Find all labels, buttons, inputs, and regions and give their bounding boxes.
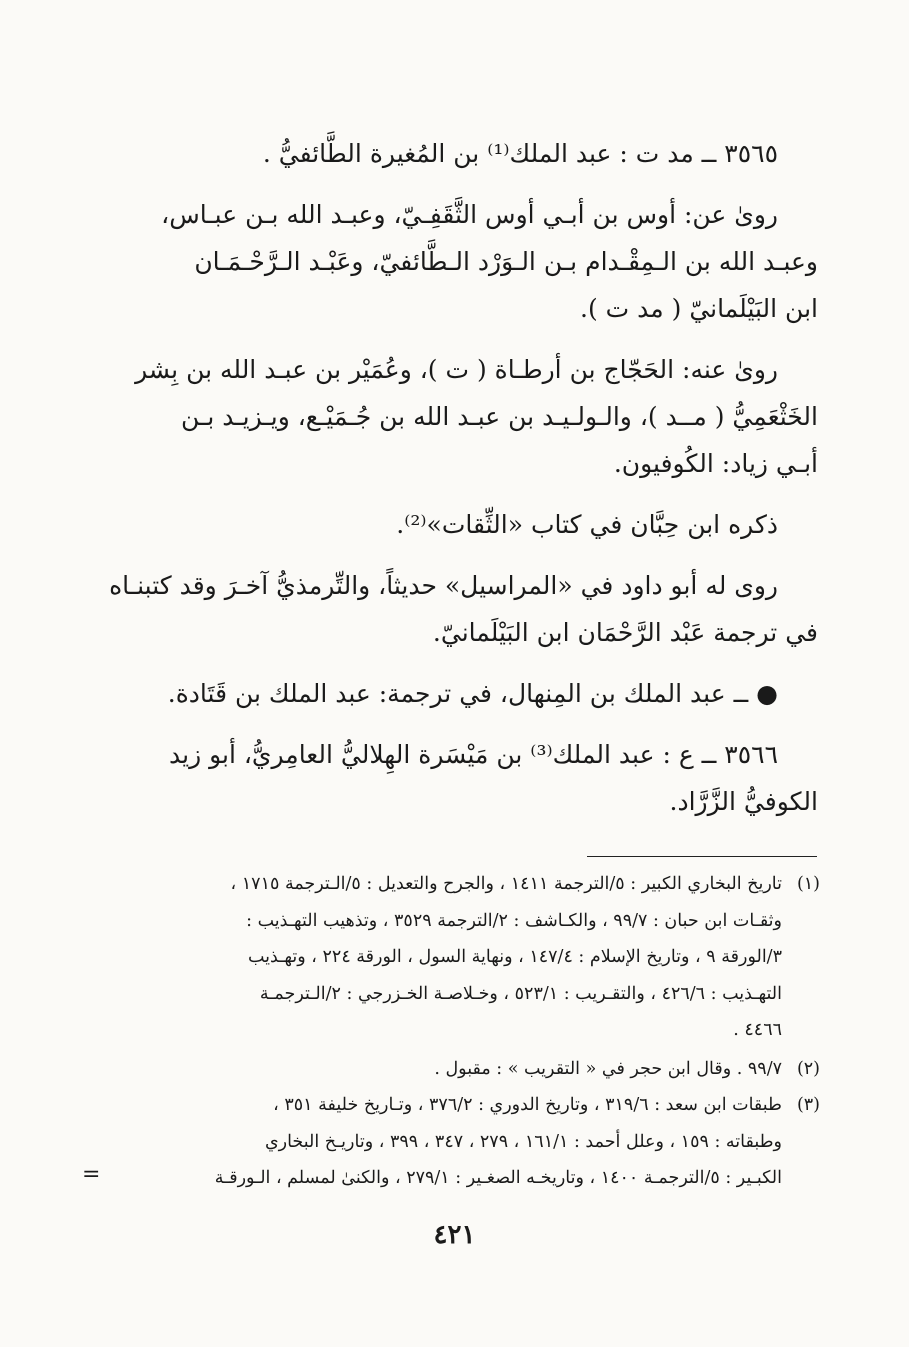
narrated-by-paragraph	[108, 346, 818, 487]
footnote-line: وطبقاته : ١٥٩ ، وعلل أحمد : ١٦١/١ ، ٢٧٩ ، ٣٤٧ ، ٣٩٩ ، وتاريـخ البخاري	[264, 1131, 782, 1152]
continuation-mark: =	[82, 1162, 101, 1187]
text-line: أبـي زياد: الكُوفيون.	[613, 449, 818, 478]
text-line: ابن البَيْلَمانيّ ( مد ت ).	[580, 294, 818, 323]
text-line: روىٰ عنه: الحَجّاج بن أرطـاة ( ت )، وعُمَيْر بن عبـد الله بن بِشر	[135, 355, 778, 384]
footnote-line: ٩٩/٧ . وقال ابن حجر في « التقريب » : مقبول .	[434, 1058, 782, 1079]
cross-reference-line: ● ــ عبد الملك بن المِنهال، في ترجمة: عبد الملك بن قَتَادة.	[167, 679, 778, 708]
footnote-line: التهـذيب : ٤٢٦/٦ ، والتقـريب : ٥٢٣/١ ، وخـلاصـة الخـزرجي : ٢/الـترجمـة	[259, 983, 782, 1004]
footnotes	[108, 866, 820, 1197]
footnote-line: وثقـات ابن حبان : ٩٩/٧ ، والكـاشف : ٢/الترجمة ٣٥٢٩ ، وتذهيب التهـذيب :	[246, 910, 782, 931]
main-text	[108, 130, 818, 825]
footnote-divider	[587, 856, 817, 857]
footnote-number: (٢)	[796, 1058, 820, 1079]
footnote-2	[108, 1051, 820, 1088]
thiqat-line: ذكره ابن حِبَّان في كتاب «الثِّقات»⁽²⁾.	[396, 510, 778, 539]
text-line: روىٰ عن: أوس بن أبـي أوس الثَّقَفِـيّ، وعبـد الله بـن عبـاس،	[161, 200, 778, 229]
page-number: ٤٢١	[433, 1220, 476, 1250]
entry-heading-3566	[108, 731, 818, 825]
footnote-line: الكبـير : ٥/الترجمـة ١٤٠٠ ، وتاريخـه الصغـير : ٢٧٩/١ ، والكنىٰ لمسلم ، الـورقـة	[214, 1168, 782, 1188]
footnote-1	[108, 866, 820, 1049]
footnote-3	[108, 1087, 820, 1197]
text-line: الكوفيُّ الزَّرَّاد.	[669, 787, 818, 816]
narrated-for-paragraph	[108, 562, 818, 656]
narrated-from-paragraph	[108, 191, 818, 332]
text-line: ٣٥٦٦ ــ ع : عبد الملك⁽³⁾ بن مَيْسَرة الهِلاليُّ العامِريُّ، أبو زيد	[169, 740, 778, 769]
footnote-line: تاريخ البخاري الكبير : ٥/الترجمة ١٤١١ ، والجرح والتعديل : ٥/الـترجمة ١٧١٥ ،	[230, 874, 782, 894]
text-line: وعبـد الله بن الـمِقْـدام بـن الـوَرْد الـطَّائفيّ، وعَبْـد الـرَّحْـمَـان	[194, 247, 818, 276]
footnote-line: ٣/الورقة ٩ ، وتاريخ الإسلام : ١٤٧/٤ ، ونهاية السول ، الورقة ٢٢٤ ، وتهـذيب	[247, 947, 782, 967]
footnote-line: طبقات ابن سعد : ٣١٩/٦ ، وتاريخ الدوري : ٣٧٦/٢ ، وتـاريخ خليفة ٣٥١ ،	[273, 1095, 782, 1115]
footnote-line: ٤٤٦٦ .	[733, 1020, 782, 1040]
text-line: في ترجمة عَبْد الرَّحْمَان ابن البَيْلَمانيّ.	[432, 618, 818, 647]
text-line: روى له أبو داود في «المراسيل» حديثاً، والتِّرمذيُّ آخـرَ وقد كتبنـاه	[109, 571, 778, 600]
footnote-number: (٣)	[796, 1095, 820, 1115]
text-line: الخَثْعَمِيُّ ( مــد )، والـولـيـد بن عبـد الله بن جُـمَيْـع، ويـزيـد بـن	[180, 402, 818, 431]
entry-heading-3565: ٣٥٦٥ ــ مد ت : عبد الملك⁽¹⁾ بن المُغيرة الطَّائفيُّ .	[262, 139, 778, 168]
footnote-number: (١)	[796, 874, 820, 894]
